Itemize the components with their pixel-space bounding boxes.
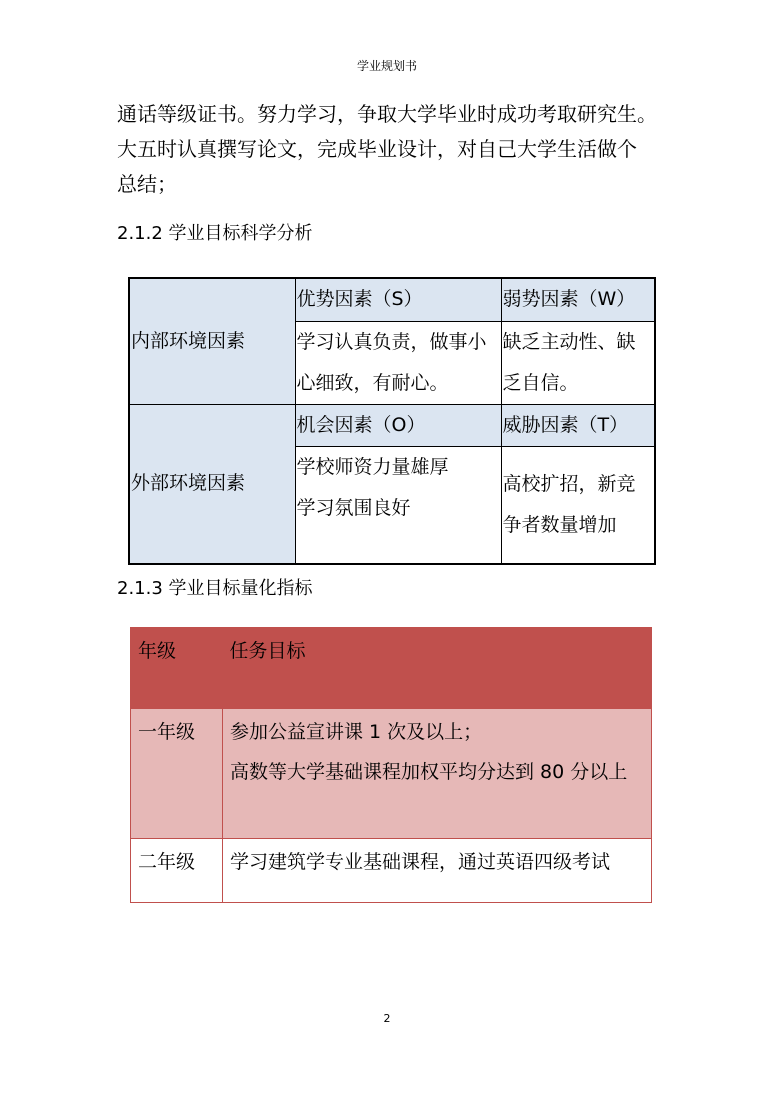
internal-factors-label: 内部环境因素 <box>129 278 295 404</box>
opportunities-cell <box>295 446 501 564</box>
goals-header-grade: 年级 <box>131 628 223 709</box>
weaknesses-header: 弱势因素（W） <box>501 278 655 321</box>
opportunities-line: 学校师资力量雄厚 <box>296 455 449 478</box>
table-row-tasks <box>223 839 652 903</box>
task-item: 高数等大学基础课程加权平均分达到 80 分以上 <box>230 761 628 783</box>
intro-line: 通话等级证书。努力学习，争取大学毕业时成功考取研究生。 <box>117 102 657 126</box>
strengths-header: 优势因素（S） <box>295 278 501 321</box>
table-row-grade: 二年级 <box>131 839 223 903</box>
intro-line: 大五时认真撰写论文，完成毕业设计，对自己大学生活做个 <box>117 137 637 161</box>
task-item: 参加公益宣讲课 1 次及以上； <box>230 721 483 743</box>
table-row-grade: 一年级 <box>131 709 223 839</box>
task-item: 学习建筑学专业基础课程，通过英语四级考试 <box>230 851 611 873</box>
opportunities-header: 机会因素（O） <box>295 404 501 446</box>
opportunities-line: 学习氛围良好 <box>296 496 411 519</box>
weaknesses-text: 缺乏主动性、缺乏自信。 <box>501 321 655 404</box>
page-number: 2 <box>383 1012 391 1025</box>
section-heading-2-1-2: 2.1.2 学业目标科学分析 <box>117 223 313 244</box>
swot-table <box>128 277 656 565</box>
external-factors-label: 外部环境因素 <box>129 404 295 564</box>
intro-paragraph <box>117 97 677 202</box>
intro-line: 总结； <box>117 172 177 196</box>
page-header: 学业规划书 <box>356 59 417 73</box>
strengths-text: 学习认真负责，做事小心细致，有耐心。 <box>295 321 501 404</box>
goals-table <box>130 627 652 903</box>
table-row-tasks <box>223 709 652 839</box>
threats-text: 高校扩招，新竞争者数量增加 <box>501 446 655 564</box>
threats-header: 威胁因素（T） <box>501 404 655 446</box>
goals-header-task: 任务目标 <box>223 628 652 709</box>
section-heading-2-1-3: 2.1.3 学业目标量化指标 <box>117 578 313 599</box>
